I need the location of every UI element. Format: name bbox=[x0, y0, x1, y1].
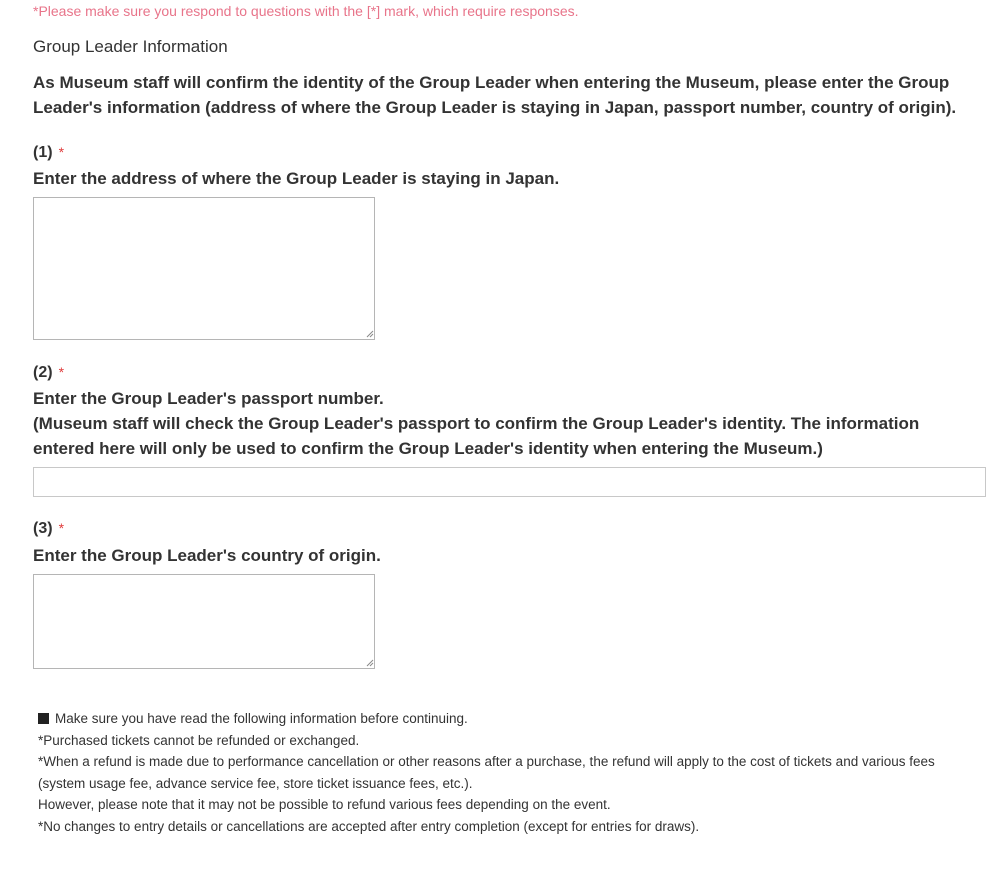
required-asterisk: * bbox=[58, 364, 65, 380]
question-2-number bbox=[33, 364, 64, 382]
resize-handle-icon[interactable] bbox=[366, 330, 374, 338]
purchase-info bbox=[38, 708, 968, 838]
required-asterisk: * bbox=[58, 144, 65, 160]
required-asterisk: * bbox=[58, 520, 65, 536]
question-number-label: (2) bbox=[33, 364, 53, 381]
info-heading-line bbox=[38, 708, 968, 730]
info-line: *When a refund is made due to performance cancellation or other reasons after a purchase, the refund will apply to the cost of tickets and various fees (system usage fee, advance service fee, store ticket issuance fees, etc.). bbox=[38, 754, 935, 791]
question-3-text: Enter the Group Leader's country of origin. bbox=[33, 546, 381, 565]
address-textarea[interactable] bbox=[33, 197, 375, 340]
question-2-label: Enter the Group Leader's passport number. bbox=[33, 389, 384, 408]
question-1-text: Enter the address of where the Group Leader is staying in Japan. bbox=[33, 169, 560, 188]
info-line: *No changes to entry details or cancellations are accepted after entry completion (except for entries for draws). bbox=[38, 818, 700, 834]
info-line: *Purchased tickets cannot be refunded or exchanged. bbox=[38, 732, 360, 748]
question-2-text bbox=[33, 386, 983, 461]
passport-number-input[interactable] bbox=[33, 467, 986, 497]
question-number-label: (3) bbox=[33, 520, 53, 537]
section-title: Group Leader Information bbox=[33, 37, 228, 56]
required-notice: *Please make sure you respond to questions with the [*] mark, which require responses. bbox=[33, 3, 579, 19]
info-heading: Make sure you have read the following information before continuing. bbox=[55, 711, 468, 726]
question-3-number bbox=[33, 520, 64, 538]
question-2-note: (Museum staff will check the Group Leader's passport to confirm the Group Leader's identity. The information entered here will only be used to confirm the Group Leader's identity when entering the Museum.) bbox=[33, 414, 920, 458]
country-of-origin-textarea[interactable] bbox=[33, 574, 375, 669]
section-intro: As Museum staff will confirm the identity of the Group Leader when entering the Museum, please enter the Group Leader's information (address of where the Group Leader is staying in Japan, passport number, country of origin). bbox=[33, 73, 957, 117]
black-square-icon bbox=[38, 713, 49, 724]
resize-handle-icon[interactable] bbox=[366, 659, 374, 667]
question-number-label: (1) bbox=[33, 144, 53, 161]
question-1-number bbox=[33, 144, 64, 162]
info-line: However, please note that it may not be possible to refund various fees depending on the event. bbox=[38, 797, 611, 813]
